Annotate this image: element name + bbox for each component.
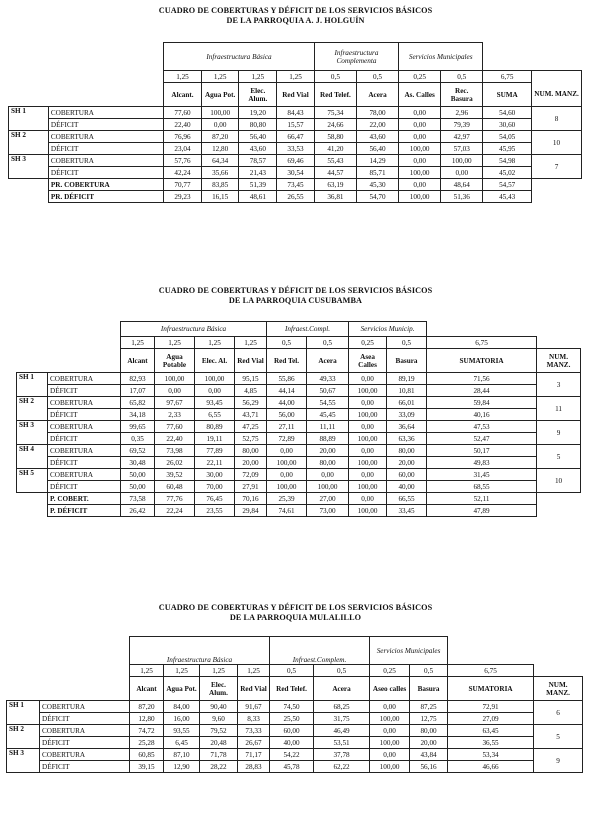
table-cell: 66,01 [387, 397, 427, 409]
table-row [9, 167, 582, 179]
table-cell: 0,00 [399, 155, 441, 167]
table-cell: 100,00 [349, 433, 387, 445]
table-cell: 44,57 [314, 167, 356, 179]
sector-label: SH 4 [17, 445, 48, 469]
table-cell: 30,48 [121, 457, 155, 469]
table-cell: 95,15 [235, 373, 267, 385]
table-cell: 52,75 [235, 433, 267, 445]
table-row [9, 155, 582, 167]
num-manzanas: 9 [537, 421, 581, 445]
table-cell: 62,22 [314, 761, 370, 773]
table-cell: 6,45 [164, 737, 200, 749]
table-cell: 87,25 [410, 701, 448, 713]
table-cell: 79,52 [200, 725, 238, 737]
table-cell: 47,25 [235, 421, 267, 433]
num-manzanas: 10 [532, 131, 582, 155]
table-cell: 55,43 [314, 155, 356, 167]
table-cell: 20,00 [307, 445, 349, 457]
table-cell: 57,03 [441, 143, 483, 155]
table-cell: 84,43 [277, 107, 315, 119]
table-cell: 100,00 [201, 107, 239, 119]
num-manzanas: 3 [537, 373, 581, 397]
table-cell: 0,00 [370, 749, 410, 761]
table-2-title: CUADRO DE COBERTURAS Y DÉFICIT DE LOS SERVICIOS BÁSICOS DE LA PARROQUIA CUSUBAMBA [158, 286, 433, 305]
table-cell: 69,46 [277, 155, 315, 167]
table-cell: 25,50 [270, 713, 314, 725]
table-row [7, 737, 583, 749]
table-cell: 50,67 [307, 385, 349, 397]
table-row [9, 143, 582, 155]
table-cell: 100,00 [349, 457, 387, 469]
table-cell: 30,54 [277, 167, 315, 179]
table-cell: 64,34 [201, 155, 239, 167]
cobertura-label: COBERTURA [48, 469, 121, 481]
table-cell: 10,81 [387, 385, 427, 397]
cobertura-label: COBERTURA [48, 373, 121, 385]
table-cell: 72,91 [448, 701, 534, 713]
table-row [7, 713, 583, 725]
table-cell: 12,80 [130, 713, 164, 725]
table-cell: 58,80 [314, 131, 356, 143]
table-cell: 47,53 [427, 421, 537, 433]
table-cell: 100,00 [155, 373, 195, 385]
table-cell: 84,00 [164, 701, 200, 713]
sector-label: SH 1 [17, 373, 48, 397]
table-cell: 16,00 [164, 713, 200, 725]
table-row [17, 469, 581, 481]
table-cell: 50,00 [121, 481, 155, 493]
group-infraestructura-basica: Infraestructura Básica [130, 637, 270, 665]
column-headers: Alcant. Agua Pot. Elec. Alum. Red Vial Red Telef. Acera As. Calles Rec. Basura SUMA NUM. MANZ. [9, 83, 582, 107]
table-cell: 82,93 [121, 373, 155, 385]
table-cell: 0,00 [399, 131, 441, 143]
table-cell: 26,67 [238, 737, 270, 749]
table-cell: 87,20 [130, 701, 164, 713]
table-cell: 68,25 [314, 701, 370, 713]
table-cell: 42,24 [164, 167, 202, 179]
table-cell: 79,39 [441, 119, 483, 131]
table-cell: 80,00 [235, 445, 267, 457]
table-cell: 40,16 [427, 409, 537, 421]
table-cell: 60,00 [387, 469, 427, 481]
table-cell: 100,00 [370, 761, 410, 773]
deficit-label: DÉFICIT [48, 119, 163, 131]
table-cell: 20,00 [235, 457, 267, 469]
table-cell: 72,09 [235, 469, 267, 481]
table-cell: 0,00 [267, 469, 307, 481]
cobertura-label: COBERTURA [40, 701, 130, 713]
table-cell: 80,89 [195, 421, 235, 433]
table-cell: 41,20 [314, 143, 356, 155]
num-manzanas: 10 [537, 469, 581, 493]
table-cell: 56,40 [239, 131, 277, 143]
table-cell: 14,29 [356, 155, 398, 167]
table-cell: 12,80 [201, 143, 239, 155]
deficit-label: DÉFICIT [48, 167, 163, 179]
table-cell: 87,10 [164, 749, 200, 761]
table-cell: 45,95 [483, 143, 532, 155]
table-cell: 52,47 [427, 433, 537, 445]
table-cell: 0,00 [399, 119, 441, 131]
table-cell: 22,40 [155, 433, 195, 445]
table-cell: 43,84 [410, 749, 448, 761]
table-cell: 43,60 [356, 131, 398, 143]
table-cell: 22,00 [356, 119, 398, 131]
table-cell: 53,51 [314, 737, 370, 749]
table-row [17, 397, 581, 409]
table-cell: 28,44 [427, 385, 537, 397]
table-cell: 20,00 [387, 457, 427, 469]
table-cell: 40,00 [270, 737, 314, 749]
table-cell: 11,11 [307, 421, 349, 433]
table-row [17, 421, 581, 433]
table-cell: 39,52 [155, 469, 195, 481]
table-cell: 0,00 [399, 107, 441, 119]
table-cell: 55,86 [267, 373, 307, 385]
table-cell: 89,19 [387, 373, 427, 385]
coverage-table-mulalillo [6, 636, 583, 773]
table-cell: 0,00 [441, 167, 483, 179]
table-cell: 100,00 [349, 409, 387, 421]
table-cell: 0,00 [267, 445, 307, 457]
group-servicios-municipales: Servicios Municipales [399, 43, 483, 71]
sector-label: SH 3 [17, 421, 48, 445]
table-cell: 73,33 [238, 725, 270, 737]
table-cell: 54,22 [270, 749, 314, 761]
table-cell: 71,17 [238, 749, 270, 761]
table-cell: 42,97 [441, 131, 483, 143]
table-cell: 53,34 [448, 749, 534, 761]
table-cell: 19,11 [195, 433, 235, 445]
table-cell: 24,66 [314, 119, 356, 131]
table-cell: 56,16 [410, 761, 448, 773]
table-cell: 35,66 [201, 167, 239, 179]
table-cell: 28,83 [238, 761, 270, 773]
table-cell: 0,00 [195, 385, 235, 397]
table-cell: 100,00 [370, 737, 410, 749]
table-cell: 44,00 [267, 397, 307, 409]
table-row [9, 107, 582, 119]
table-row [17, 409, 581, 421]
table-cell: 27,11 [267, 421, 307, 433]
table-row [17, 433, 581, 445]
table-cell: 43,60 [239, 143, 277, 155]
table-cell: 33,09 [387, 409, 427, 421]
table-cell: 74,72 [130, 725, 164, 737]
table-row [9, 119, 582, 131]
sector-label: SH 2 [9, 131, 49, 155]
table-cell: 63,36 [387, 433, 427, 445]
table-cell: 57,76 [164, 155, 202, 167]
num-manzanas: 11 [537, 397, 581, 421]
table-cell: 25,28 [130, 737, 164, 749]
table-cell: 56,40 [356, 143, 398, 155]
deficit-label: DÉFICIT [48, 457, 121, 469]
table-row [17, 457, 581, 469]
table-cell: 31,45 [427, 469, 537, 481]
coverage-table-holguin [8, 42, 582, 203]
deficit-label: DÉFICIT [48, 481, 121, 493]
column-headers: Alcant Agua Potable Elec. Al. Red Vial Red Tel. Acera Asea Calles Basura SUMATORIA NUM. MANZ. [17, 349, 581, 373]
table-cell: 59,84 [427, 397, 537, 409]
sector-label: SH 1 [9, 107, 49, 131]
table-cell: 90,40 [200, 701, 238, 713]
num-manzanas: 8 [532, 107, 582, 131]
table-cell: 93,55 [164, 725, 200, 737]
table-cell: 0,00 [349, 373, 387, 385]
table-cell: 60,85 [130, 749, 164, 761]
table-cell: 73,98 [155, 445, 195, 457]
table-cell: 30,60 [483, 119, 532, 131]
cobertura-label: COBERTURA [40, 749, 130, 761]
table-cell: 46,66 [448, 761, 534, 773]
table-cell: 77,60 [164, 107, 202, 119]
table-cell: 88,89 [307, 433, 349, 445]
table-cell: 0,00 [201, 119, 239, 131]
promedio-deficit-row: PR. DÉFICIT 29,23 16,15 48,61 26,55 36,81 54,70 100,00 51,36 45,43 [9, 191, 582, 203]
table-cell: 54,98 [483, 155, 532, 167]
table-cell: 0,35 [121, 433, 155, 445]
table-cell: 39,15 [130, 761, 164, 773]
table-cell: 0,00 [370, 725, 410, 737]
cobertura-label: COBERTURA [40, 725, 130, 737]
num-manzanas: 5 [534, 725, 583, 749]
table-cell: 56,29 [235, 397, 267, 409]
table-row [17, 373, 581, 385]
table-cell: 27,09 [448, 713, 534, 725]
deficit-label: DÉFICIT [40, 761, 130, 773]
table-cell: 69,52 [121, 445, 155, 457]
table-row [7, 725, 583, 737]
sector-label: SH 5 [17, 469, 48, 493]
table-cell: 85,71 [356, 167, 398, 179]
table-cell: 45,02 [483, 167, 532, 179]
table-cell: 9,60 [200, 713, 238, 725]
table-cell: 22,11 [195, 457, 235, 469]
group-infraestructura-complementaria: Infraest.Complem. [270, 637, 370, 665]
table-cell: 72,89 [267, 433, 307, 445]
weights-row: 1,25 1,25 1,25 1,25 0,5 0,5 0,25 0,5 6,75 [17, 337, 581, 349]
num-manzanas: 5 [537, 445, 581, 469]
weights-row: 1,25 1,25 1,25 1,25 0,5 0,5 0,25 0,5 6,75 [9, 71, 582, 83]
table-cell: 100,00 [195, 373, 235, 385]
table-cell: 45,78 [270, 761, 314, 773]
table-cell: 50,00 [121, 469, 155, 481]
group-servicios-municipales: Servicios Municip. [349, 322, 427, 337]
table-cell: 60,48 [155, 481, 195, 493]
table-cell: 31,75 [314, 713, 370, 725]
table-cell: 74,50 [270, 701, 314, 713]
table-cell: 2,33 [155, 409, 195, 421]
table-cell: 37,78 [314, 749, 370, 761]
table-cell: 6,55 [195, 409, 235, 421]
cobertura-label: COBERTURA [48, 155, 163, 167]
table-cell: 34,18 [121, 409, 155, 421]
table-cell: 100,00 [349, 481, 387, 493]
table-cell: 0,00 [349, 397, 387, 409]
sector-label: SH 3 [9, 155, 49, 179]
table-cell: 71,56 [427, 373, 537, 385]
deficit-label: DÉFICIT [48, 433, 121, 445]
table-cell: 19,20 [239, 107, 277, 119]
table-row [7, 761, 583, 773]
table-cell: 56,00 [267, 409, 307, 421]
table-cell: 100,00 [307, 481, 349, 493]
table-cell: 65,82 [121, 397, 155, 409]
table-row [7, 701, 583, 713]
table-cell: 100,00 [441, 155, 483, 167]
table-cell: 28,22 [200, 761, 238, 773]
table-cell: 33,53 [277, 143, 315, 155]
table-cell: 80,00 [387, 445, 427, 457]
table-cell: 75,34 [314, 107, 356, 119]
coverage-table-cusubamba [16, 321, 581, 517]
group-infraestructura-complementaria: Infraestructura Complementa [314, 43, 398, 71]
table-cell: 70,00 [195, 481, 235, 493]
table-cell: 100,00 [370, 713, 410, 725]
column-headers: Alcant Agua Pot. Elec. Alum. Red Vial Red Telef. Acera Aseo calles Basura SUMATORIA NUM. MANZ. [7, 677, 583, 701]
deficit-label: DÉFICIT [40, 713, 130, 725]
table-cell: 23,04 [164, 143, 202, 155]
table-cell: 20,48 [200, 737, 238, 749]
group-infraestructura-complementaria: Infraest.Compl. [267, 322, 349, 337]
table-1-title: CUADRO DE COBERTURAS Y DÉFICIT DE LOS SERVICIOS BÁSICOS DE LA PARROQUIA A. J. HOLGUÍN [158, 6, 433, 25]
table-row [17, 481, 581, 493]
table-cell: 12,75 [410, 713, 448, 725]
table-cell: 36,55 [448, 737, 534, 749]
deficit-label: DÉFICIT [48, 143, 163, 155]
table-cell: 0,00 [370, 701, 410, 713]
table-cell: 45,45 [307, 409, 349, 421]
table-row [7, 749, 583, 761]
weights-row: 1,25 1,25 1,25 1,25 0,5 0,5 0,25 0,5 6,75 [7, 665, 583, 677]
group-infraestructura-basica: Infraestructura Básica [164, 43, 315, 71]
table-cell: 0,00 [307, 469, 349, 481]
table-cell: 80,80 [239, 119, 277, 131]
table-cell: 49,83 [427, 457, 537, 469]
table-cell: 54,55 [307, 397, 349, 409]
table-3-section [0, 603, 591, 623]
table-cell: 100,00 [399, 143, 441, 155]
group-infraestructura-basica: Infraestructura Básica [121, 322, 267, 337]
table-cell: 27,91 [235, 481, 267, 493]
sector-label: SH 2 [17, 397, 48, 421]
table-cell: 4,85 [235, 385, 267, 397]
table-cell: 78,00 [356, 107, 398, 119]
deficit-label: DÉFICIT [48, 409, 121, 421]
table-cell: 97,67 [155, 397, 195, 409]
cobertura-label: COBERTURA [48, 107, 163, 119]
table-cell: 71,78 [200, 749, 238, 761]
deficit-label: DÉFICIT [40, 737, 130, 749]
table-row [17, 385, 581, 397]
group-servicios-municipales: Servicios Municipales [370, 637, 448, 665]
table-cell: 60,00 [270, 725, 314, 737]
table-cell: 0,00 [349, 445, 387, 457]
table-cell: 100,00 [267, 481, 307, 493]
promedio-deficit-row: P. DÉFICIT 26,42 22,24 23,55 29,84 74,61 73,00 100,00 33,45 47,89 [17, 505, 581, 517]
table-cell: 44,14 [267, 385, 307, 397]
cobertura-label: COBERTURA [48, 131, 163, 143]
table-cell: 2,96 [441, 107, 483, 119]
table-cell: 40,00 [387, 481, 427, 493]
table-cell: 54,05 [483, 131, 532, 143]
table-cell: 22,40 [164, 119, 202, 131]
table-cell: 100,00 [267, 457, 307, 469]
table-cell: 21,43 [239, 167, 277, 179]
num-manzanas: 9 [534, 749, 583, 773]
table-cell: 91,67 [238, 701, 270, 713]
table-cell: 66,47 [277, 131, 315, 143]
table-cell: 76,96 [164, 131, 202, 143]
deficit-label: DÉFICIT [48, 385, 121, 397]
table-cell: 77,89 [195, 445, 235, 457]
table-cell: 99,65 [121, 421, 155, 433]
table-cell: 63,45 [448, 725, 534, 737]
promedio-cobertura-row: PR. COBERTURA 70,77 83,85 51,39 73,45 63,19 45,30 0,00 48,64 54,57 [9, 179, 582, 191]
table-cell: 100,00 [399, 167, 441, 179]
table-cell: 17,07 [121, 385, 155, 397]
table-cell: 0,00 [349, 469, 387, 481]
table-cell: 43,71 [235, 409, 267, 421]
sector-label: SH 3 [7, 749, 40, 773]
table-cell: 50,17 [427, 445, 537, 457]
table-cell: 0,00 [155, 385, 195, 397]
num-manzanas: 6 [534, 701, 583, 725]
table-cell: 100,00 [349, 385, 387, 397]
table-cell: 77,60 [155, 421, 195, 433]
table-cell: 80,00 [307, 457, 349, 469]
sector-label: SH 2 [7, 725, 40, 749]
table-cell: 26,02 [155, 457, 195, 469]
cobertura-label: COBERTURA [48, 445, 121, 457]
table-cell: 8,33 [238, 713, 270, 725]
cobertura-label: COBERTURA [48, 421, 121, 433]
table-cell: 15,57 [277, 119, 315, 131]
table-cell: 12,90 [164, 761, 200, 773]
table-row [17, 445, 581, 457]
table-3-title: CUADRO DE COBERTURAS Y DÉFICIT DE LOS SERVICIOS BÁSICOS DE LA PARROQUIA MULALILLO [158, 603, 433, 622]
table-row [9, 131, 582, 143]
table-cell: 0,00 [349, 421, 387, 433]
table-cell: 80,00 [410, 725, 448, 737]
table-cell: 30,00 [195, 469, 235, 481]
table-1-section [0, 6, 591, 26]
table-2-section [0, 286, 591, 306]
table-cell: 54,60 [483, 107, 532, 119]
table-cell: 46,49 [314, 725, 370, 737]
table-cell: 87,20 [201, 131, 239, 143]
cobertura-label: COBERTURA [48, 397, 121, 409]
table-cell: 93,45 [195, 397, 235, 409]
table-cell: 78,57 [239, 155, 277, 167]
table-cell: 36,64 [387, 421, 427, 433]
promedio-cobertura-row: P. COBERT. 73,58 77,76 76,45 70,16 25,39 27,00 0,00 66,55 52,11 [17, 493, 581, 505]
table-cell: 49,33 [307, 373, 349, 385]
table-cell: 68,55 [427, 481, 537, 493]
table-cell: 20,00 [410, 737, 448, 749]
sector-label: SH 1 [7, 701, 40, 725]
num-manzanas: 7 [532, 155, 582, 179]
